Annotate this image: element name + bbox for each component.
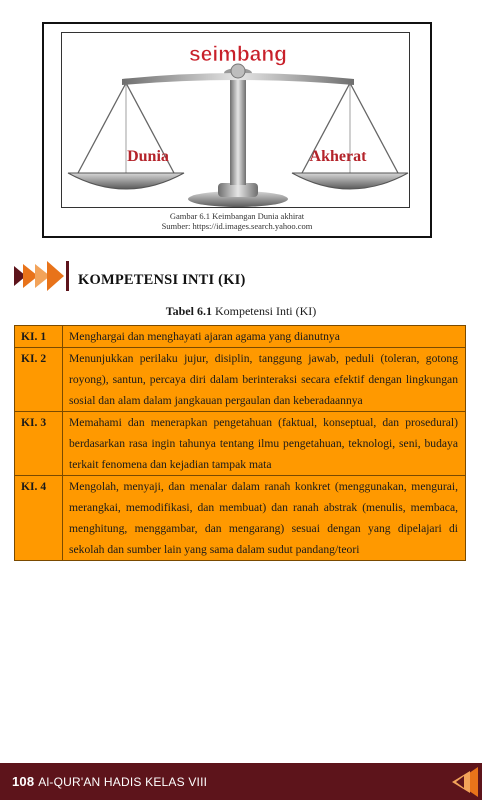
section-emblem-icon [14, 261, 70, 291]
page-footer [0, 763, 482, 800]
table-row [15, 348, 466, 412]
ki-code: KI. 2 [15, 348, 63, 412]
right-pan-label: Akherat [309, 148, 367, 165]
ki-description: Menunjukkan perilaku jujur, disiplin, tanggung jawab, peduli (toleran, gotong royong), santun, percaya diri dalam berinteraksi secara efektif dengan lingkungan sosial dan alam dalam jangkauan pergaulan dan keberadaannya [63, 348, 466, 412]
ki-code: KI. 1 [15, 326, 63, 348]
right-pan [292, 173, 408, 189]
balance-scale-illustration [62, 33, 410, 208]
section-title: KOMPETENSI INTI (KI) [78, 272, 246, 288]
footer-emblem-icon [452, 767, 478, 797]
left-pan [68, 173, 184, 189]
ki-code: KI. 3 [15, 412, 63, 476]
ki-description: Menghargai dan menghayati ajaran agama yang dianutnya [63, 326, 466, 348]
kompetensi-inti-table [14, 325, 466, 561]
table-row [15, 412, 466, 476]
figure-source: Sumber: https://id.images.search.yahoo.com [161, 221, 313, 231]
figure-frame [42, 22, 432, 238]
ki-description: Memahami dan menerapkan pengetahuan (faktual, konseptual, dan prosedural) berdasarkan rasa ingin tahunya tentang ilmu pengetahuan, teknologi, seni, budaya terkait fenomena dan kejadian tampak mata [63, 412, 466, 476]
scale-pillar [230, 73, 246, 185]
footer-text [12, 774, 207, 789]
table-caption-label: Tabel 6.1 [165, 304, 212, 318]
left-pan-label: Dunia [127, 148, 169, 165]
ki-description: Mengolah, menyaji, dan menalar dalam ranah konkret (menggunakan, mengurai, merangkai, memodifikasi, dan membuat) dan ranah abstrak (menulis, membaca, menghitung, menggambar, dan mengarang) sesuai dengan yang dipelajari di sekolah dan sumber lain yang sama dalam sudut pandang/teori [63, 476, 466, 561]
page-number: 108 [12, 774, 35, 789]
table-row [15, 476, 466, 561]
book-title: Al-QUR'AN HADIS KELAS VIII [38, 775, 208, 789]
table-caption-text: Kompetensi Inti (KI) [211, 304, 317, 318]
table-caption [0, 304, 482, 319]
scale-title-text: seimbang [188, 43, 288, 66]
ki-code: KI. 4 [15, 476, 63, 561]
figure-caption: Gambar 6.1 Keimbangan Dunia akhirat [169, 211, 305, 221]
table-row [15, 326, 466, 348]
balance-scale-image [61, 32, 410, 208]
